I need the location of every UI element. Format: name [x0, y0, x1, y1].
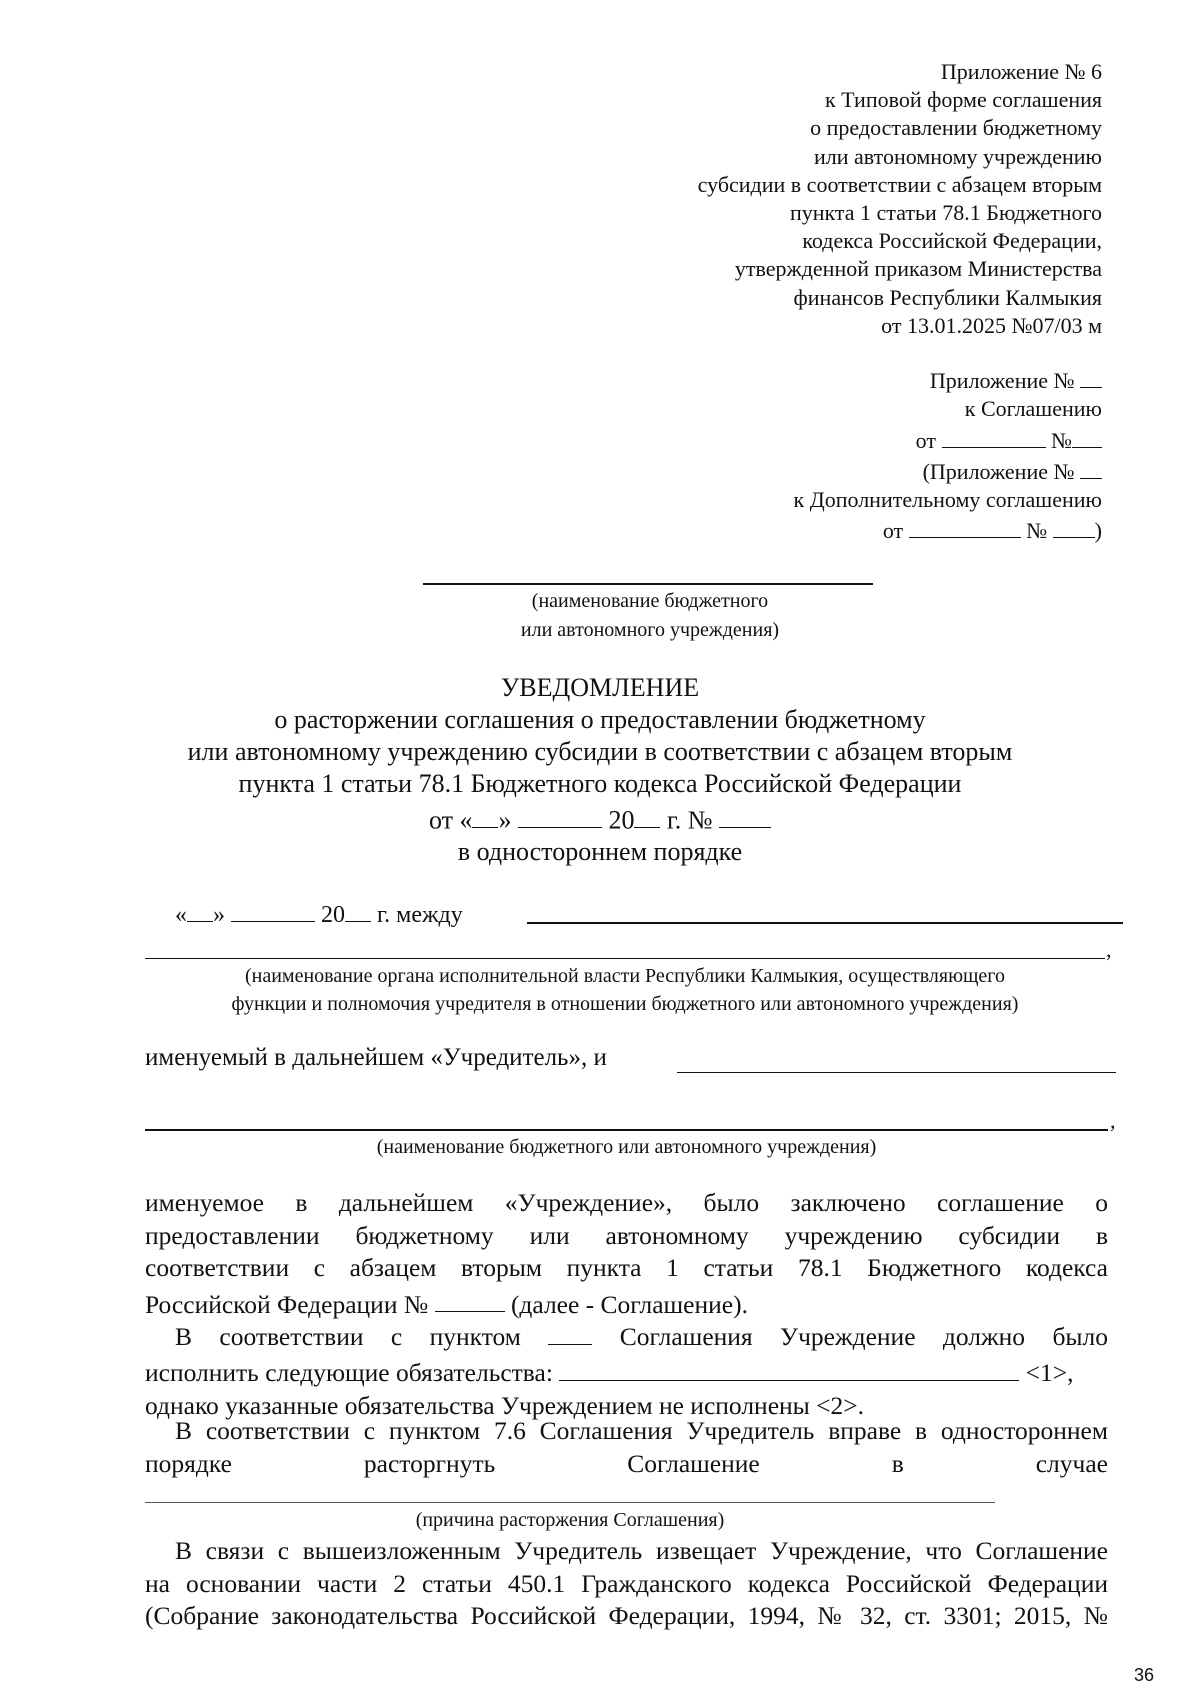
caption-line: (наименование бюджетного — [531, 590, 769, 612]
annex-line: финансов Республики Калмыкия — [793, 284, 1102, 310]
quote-close: » — [213, 902, 225, 929]
institution-name-line — [423, 583, 873, 585]
quote-close: » — [498, 805, 512, 835]
institution-name-line-2 — [145, 1129, 1108, 1131]
month-blank — [518, 800, 602, 828]
annex-line: или автономному учреждению — [814, 143, 1102, 169]
between-label: г. между — [377, 902, 463, 929]
comma: , — [1110, 1108, 1116, 1133]
caption-line: (наименование органа исполнительной власти Республики Калмыкия, осуществляющего — [244, 965, 1005, 987]
paragraph-obligations — [145, 1317, 1108, 1422]
closing-paren: ) — [1094, 518, 1102, 544]
number-blank — [1053, 514, 1095, 538]
annex-sub-line-2: к Соглашению — [964, 396, 1102, 422]
from-label: от — [882, 518, 904, 544]
from-label: от « — [428, 805, 473, 835]
year-blank — [345, 896, 371, 922]
month-blank — [231, 896, 315, 922]
caption-line: функции и полномочия учредителя в отношении бюджетного или автономного учреждения) — [231, 993, 1019, 1015]
agreement-defined: (далее - Соглашение). — [510, 1289, 748, 1319]
text-line: (Собрание законодательства Российской Федерации, 1994, № 32, ст. 3301; 2015, № — [145, 1601, 1108, 1630]
number-label: № — [1051, 427, 1072, 453]
text-line — [145, 1353, 1108, 1389]
annex-sub-line-6 — [794, 514, 1102, 545]
annex-line: утвержденной приказом Министерства — [734, 256, 1102, 282]
text-line: именуемое в дальнейшем «Учреждение», было заключено соглашение о — [145, 1188, 1108, 1217]
text-line: на основании части 2 статьи 450.1 Гражданского кодекса Российской Федерации — [145, 1568, 1108, 1598]
number-blank — [719, 800, 771, 828]
text-line: В соответствии с пунктом 7.6 Соглашения Учредитель вправе в одностороннем — [175, 1416, 1108, 1445]
notice-subtitle-line: о расторжении соглашения о предоставлении бюджетному — [274, 705, 926, 734]
number-blank — [1072, 424, 1102, 448]
page-number: 36 — [1133, 1665, 1154, 1685]
date-blank — [942, 424, 1046, 448]
termination-reason-caption: (причина расторжения Соглашения) — [415, 1509, 725, 1531]
number-label: г. № — [666, 805, 713, 835]
notice-heading: УВЕДОМЛЕНИЕ — [500, 673, 700, 702]
annex-line: от 13.01.2025 №07/03 м — [881, 312, 1102, 338]
clause-label: В соответствии с пунктом — [175, 1321, 521, 1351]
notice-subtitle-line: пункта 1 статьи 78.1 Бюджетного кодекса Российской Федерации — [238, 769, 962, 798]
annex-sub-line-1 — [794, 364, 1102, 395]
quote-open: « — [175, 902, 187, 929]
notice-subtitle-line: или автономному учреждению субсидии в соответствии с абзацем вторым — [187, 737, 1013, 766]
day-blank — [472, 800, 498, 828]
paragraph-agreement-concluded — [145, 1187, 1108, 1321]
year-blank — [634, 800, 660, 828]
institution-name-caption-2: (наименование бюджетного или автономного учреждения) — [376, 1136, 877, 1158]
notice-title — [130, 672, 1070, 868]
annex-line: пункта 1 статьи 78.1 Бюджетного — [789, 200, 1102, 226]
notice-unilateral-line: в одностороннем порядке — [457, 837, 743, 867]
text-line: предоставлении бюджетному или автономному учреждению субсидии в — [145, 1220, 1108, 1250]
annex-line: о предоставлении бюджетному — [810, 115, 1102, 141]
annex-sub-line-5: к Дополнительному соглашению — [793, 487, 1102, 513]
annex-number-blank — [1080, 364, 1102, 388]
text-line: соответствии с абзацем вторым пункта 1 статьи 78.1 Бюджетного кодекса — [145, 1253, 1108, 1282]
notice-date-line — [130, 800, 1070, 836]
executive-body-caption — [130, 962, 1120, 1018]
paragraph-termination-right — [145, 1415, 1108, 1480]
annex-sub-line-3 — [794, 424, 1102, 455]
obligations-blank — [559, 1353, 1019, 1381]
comma: , — [1106, 937, 1112, 962]
founder-named-line: именуемый в дальнейшем «Учредитель», и — [145, 1044, 607, 1071]
year-label: 20 — [608, 805, 635, 835]
from-label: от — [915, 427, 936, 453]
annex-number-blank — [1080, 455, 1102, 479]
supplementary-annex-label: (Приложение № — [922, 458, 1075, 484]
text-line: однако указанные обязательства Учреждением не исполнены <2>. — [145, 1390, 865, 1420]
agreement-date-line — [175, 896, 463, 929]
annex-sub-line-4 — [794, 455, 1102, 486]
text-line: В связи с вышеизложенным Учредитель извещает Учреждение, что Соглашение — [175, 1536, 1108, 1565]
text-line — [145, 1285, 1108, 1321]
clause-blank — [548, 1317, 592, 1345]
executive-body-line — [145, 958, 1105, 959]
text-line: порядке расторгнуть Соглашение в случае — [145, 1448, 1108, 1478]
termination-reason-line — [145, 1502, 995, 1503]
agreement-annex-header — [794, 364, 1102, 546]
footnote-ref: <1>, — [1025, 1358, 1074, 1388]
founder-name-line — [527, 922, 1123, 924]
annex-number-label: Приложение № — [929, 368, 1075, 394]
day-blank — [187, 896, 213, 922]
obligations-label: исполнить следующие обязательства: — [145, 1358, 553, 1388]
paragraph-notification — [145, 1535, 1108, 1633]
institution-name-caption — [400, 587, 900, 645]
year-label: 20 — [321, 902, 345, 929]
institution-fill-line — [677, 1072, 1116, 1073]
annex-line: Приложение № 6 — [940, 59, 1102, 84]
obligation-text: Соглашения Учреждение должно было — [619, 1321, 1109, 1351]
agreement-number-blank — [435, 1285, 505, 1313]
annex-line: к Типовой форме соглашения — [824, 87, 1102, 113]
date-blank — [909, 514, 1021, 538]
text-line — [145, 1317, 1108, 1353]
annex-line: субсидии в соответствии с абзацем вторым — [697, 171, 1102, 197]
caption-line: или автономного учреждения) — [520, 619, 780, 641]
agreement-number-label: Российской Федерации № — [145, 1289, 429, 1319]
annex-line: кодекса Российской Федерации, — [802, 228, 1102, 254]
number-label: № — [1026, 518, 1048, 544]
annex-header — [698, 58, 1102, 340]
